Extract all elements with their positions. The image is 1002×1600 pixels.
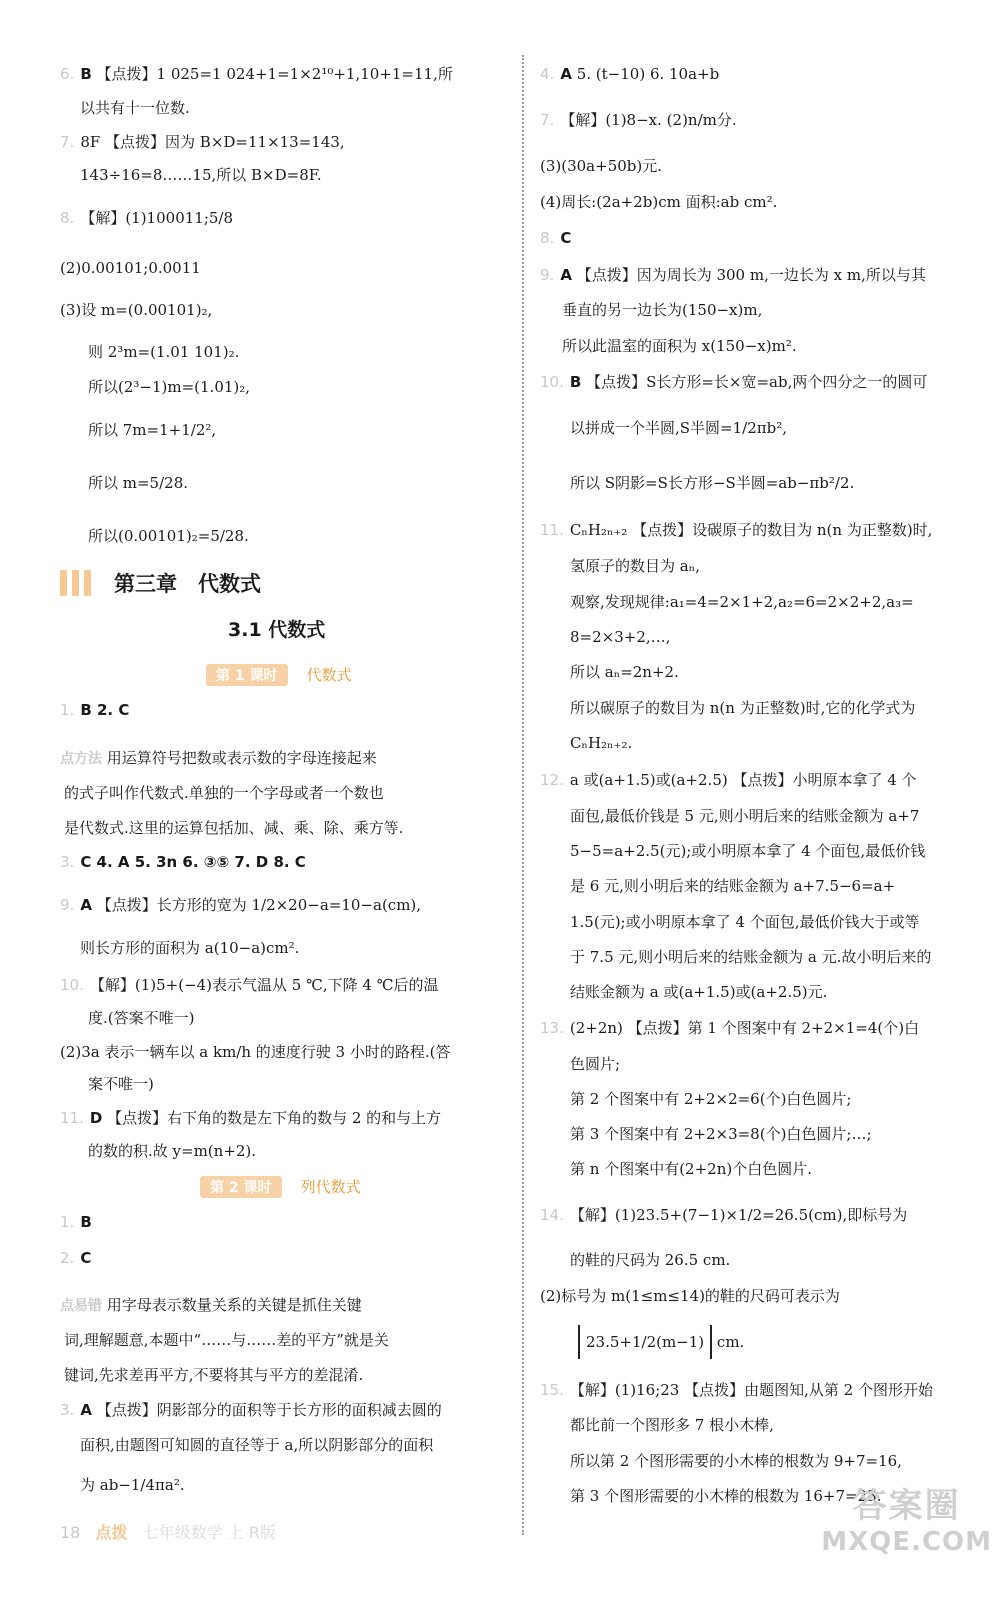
lesson-2-name: 列代数式 — [300, 1178, 361, 1196]
question-number: 6. — [60, 65, 75, 83]
line-text: 则长方形的面积为 a(10−a)cm². — [80, 939, 300, 957]
line-text: (2+2n) 【点拨】第 1 个图案中有 2+2×1=4(个)白 — [569, 1019, 920, 1037]
right-line — [570, 662, 679, 682]
question-number: 7. — [540, 111, 555, 129]
watermark — [821, 1478, 992, 1557]
answer-choice: C — [560, 229, 572, 247]
left-line — [88, 1008, 194, 1028]
bracket-expression-body: 23.5+1/2(m−1) — [578, 1325, 712, 1359]
left-line — [64, 783, 384, 803]
right-line — [540, 192, 777, 212]
right-line — [570, 806, 919, 826]
line-text: CₙH₂ₙ₊₂. — [570, 734, 633, 752]
line-text: 键词,先求差再平方,不要将其与平方的差混淆. — [64, 1366, 364, 1384]
answer-choice: C 4. A 5. 3n 6. ③⑤ 7. D 8. C — [80, 853, 306, 871]
line-text: (2)3a 表示一辆车以 a km/h 的速度行驶 3 小时的路程.(答 — [60, 1043, 451, 1061]
line-text: (2)标号为 m(1≤m≤14)的鞋的尺码可表示为 — [540, 1287, 840, 1305]
right-line — [570, 1415, 774, 1435]
chapter-title: 第三章 代数式 — [114, 572, 261, 596]
line-text: 所以 7m=1+1/2², — [88, 421, 217, 439]
lesson-2-header — [200, 1176, 361, 1198]
right-line — [570, 473, 854, 493]
left-line — [60, 1212, 92, 1232]
left-line — [60, 132, 345, 152]
line-text: 则 2³m=(1.01 101)₂. — [88, 343, 240, 361]
line-text: a 或(a+1.5)或(a+2.5) 【点拨】小明原本拿了 4 个 — [569, 771, 917, 789]
answer-choice: D — [89, 1109, 103, 1127]
right-line — [570, 1451, 902, 1471]
line-text: 所以 m=5/28. — [88, 474, 189, 492]
question-number: 13. — [540, 1019, 564, 1037]
line-text: 第 3 个图案中有 2+2×3=8(个)白色圆片;…; — [570, 1125, 872, 1143]
question-number: 3. — [60, 1401, 75, 1419]
line-text: 所以(2³−1)m=(1.01)₂, — [88, 378, 251, 396]
left-line — [88, 1074, 154, 1094]
tip-label: 点方法 — [60, 751, 102, 767]
section-title: 3.1 代数式 — [228, 619, 326, 641]
line-text: 【点拨】1 025=1 024+1=1×2¹⁰+1,10+1=11,所 — [96, 65, 453, 83]
question-number: 15. — [540, 1381, 564, 1399]
left-line — [88, 526, 249, 546]
column-divider — [522, 55, 524, 1535]
line-text: 是 6 元,则小明后来的结账金额为 a+7.5−6=a+ — [570, 877, 896, 895]
question-number: 4. — [540, 65, 555, 83]
left-line — [60, 895, 421, 915]
line-text: 垂直的另一边长为(150−x)m, — [562, 301, 763, 319]
book-title: 七年级数学 上 R版 — [142, 1523, 276, 1542]
line-text: (3)设 m=(0.00101)₂, — [60, 301, 213, 319]
line-text: 用运算符号把数或表示数的字母连接起来 — [102, 749, 377, 767]
question-number: 14. — [540, 1206, 564, 1224]
line-text: 词,理解题意,本题中“……与……差的平方”就是关 — [64, 1331, 389, 1349]
line-text: 于 7.5 元,则小明后来的结账金额为 a 元.故小明后来的 — [570, 948, 932, 966]
right-line — [540, 64, 719, 84]
line-text: 第 n 个图案中有(2+2n)个白色圆片. — [570, 1160, 812, 1178]
line-text: CₙH₂ₙ₊₂ 【点拨】设碳原子的数目为 n(n 为正整数)时, — [569, 521, 933, 539]
right-line — [562, 336, 797, 356]
line-text: (2)0.00101;0.0011 — [60, 259, 201, 277]
right-line — [570, 1089, 852, 1109]
answer-choice: B — [80, 65, 92, 83]
answer-choice: B — [569, 373, 582, 391]
line-text: 5. (t−10) 6. 10a+b — [576, 65, 720, 83]
left-line — [60, 300, 212, 320]
line-text: 以拼成一个半圆,S半圆=1/2πb², — [570, 419, 787, 437]
left-line — [88, 473, 188, 493]
question-number: 11. — [540, 521, 564, 539]
left-line — [60, 975, 439, 995]
answer-choice: A — [560, 65, 572, 83]
right-line — [570, 912, 919, 932]
right-line — [570, 418, 787, 438]
left-line — [60, 700, 129, 720]
left-line — [80, 938, 299, 958]
line-text: 所以 aₙ=2n+2. — [570, 663, 679, 681]
right-line — [570, 556, 700, 576]
answer-choice: A — [80, 1401, 92, 1419]
left-line — [60, 1042, 450, 1062]
left-line — [80, 1435, 433, 1455]
line-text: 所以此温室的面积为 x(150−x)m². — [562, 337, 797, 355]
question-number: 10. — [60, 976, 84, 994]
line-text: 143÷16=8……15,所以 B×D=8F. — [80, 166, 322, 184]
line-text: 度.(答案不唯一) — [88, 1009, 195, 1027]
question-number: 10. — [540, 373, 564, 391]
left-line — [64, 1365, 363, 1385]
right-line — [540, 265, 926, 285]
line-text: 以共有十一位数. — [80, 99, 190, 117]
left-line — [80, 165, 322, 185]
line-text: 第 3 个图形需要的小木棒的根数为 16+7=23. — [570, 1487, 882, 1505]
right-line — [570, 1124, 872, 1144]
right-line — [540, 156, 662, 176]
answer-choice: C — [80, 1249, 92, 1267]
right-line — [570, 733, 632, 753]
line-text: 所以(0.00101)₂=5/28. — [88, 527, 249, 545]
line-text: 为 ab−1/4πa². — [80, 1476, 185, 1494]
line-text: 所以碳原子的数目为 n(n 为正整数)时,它的化学式为 — [570, 699, 916, 717]
line-text: 【点拨】右下角的数是左下角的数与 2 的和与上方 — [107, 1109, 442, 1127]
bracket-expression-unit: cm. — [712, 1333, 745, 1351]
line-text: 案不唯一) — [88, 1075, 154, 1093]
line-text: 1.5(元);或小明原本拿了 4 个面包,最低价钱大于或等 — [570, 913, 920, 931]
lesson-1-badge: 第 1 课时 — [206, 664, 288, 686]
left-line — [60, 258, 201, 278]
right-line — [570, 1054, 620, 1074]
line-text: 所以 S阴影=S长方形−S半圆=ab−πb²/2. — [570, 474, 855, 492]
page-footer — [60, 1520, 276, 1543]
right-line — [540, 110, 737, 130]
question-number: 1. — [60, 701, 75, 719]
line-text: 观察,发现规律:a₁=4=2×1+2,a₂=6=2×2+2,a₃= — [570, 593, 914, 611]
left-line — [88, 342, 239, 362]
question-number: 11. — [60, 1109, 84, 1127]
line-text: 【解】(1)5+(−4)表示气温从 5 ℃,下降 4 ℃后的温 — [89, 976, 439, 994]
right-line — [540, 1205, 907, 1225]
right-line — [540, 1018, 919, 1038]
left-line — [88, 377, 250, 397]
bracket-expression — [578, 1325, 744, 1359]
chapter-marker-icon — [60, 570, 96, 596]
answer-choice: B 2. C — [80, 701, 130, 719]
right-line — [540, 372, 927, 392]
line-text: 所以第 2 个图形需要的小木棒的根数为 9+7=16, — [570, 1452, 902, 1470]
right-line — [540, 520, 932, 540]
line-text: 都比前一个图形多 7 根小木棒, — [570, 1416, 774, 1434]
line-text: 【点拨】因为周长为 300 m,一边长为 x m,所以与其 — [576, 266, 926, 284]
line-text: 面包,最低价钱是 5 元,则小明后来的结账金额为 a+7 — [570, 807, 920, 825]
right-line — [540, 770, 917, 790]
right-line — [570, 947, 931, 967]
left-line — [60, 1108, 441, 1128]
question-number: 9. — [540, 266, 555, 284]
question-number: 3. — [60, 853, 75, 871]
left-line — [60, 64, 453, 84]
right-line — [570, 1250, 730, 1270]
line-text: 色圆片; — [570, 1055, 621, 1073]
left-line — [64, 1330, 389, 1350]
right-line — [570, 698, 915, 718]
left-line — [60, 1248, 91, 1268]
right-line — [540, 1286, 840, 1306]
left-line — [88, 420, 216, 440]
right-line — [570, 627, 670, 647]
line-text: 5−5=a+2.5(元);或小明原本拿了 4 个面包,最低价钱 — [570, 842, 926, 860]
line-text: 8=2×3+2,…, — [570, 628, 671, 646]
line-text: 氢原子的数目为 aₙ, — [570, 557, 700, 575]
right-line — [570, 876, 895, 896]
right-line — [570, 982, 827, 1002]
line-text: (4)周长:(2a+2b)cm 面积:ab cm². — [540, 193, 778, 211]
left-line — [60, 1295, 362, 1316]
right-line — [570, 1159, 812, 1179]
left-line — [60, 748, 377, 769]
lesson-1-name: 代数式 — [306, 666, 352, 684]
line-text: 【点拨】长方形的宽为 1/2×20−a=10−a(cm), — [96, 896, 422, 914]
right-line — [570, 592, 914, 612]
lesson-2-badge: 第 2 课时 — [200, 1176, 282, 1198]
line-text: 【点拨】阴影部分的面积等于长方形的面积减去圆的 — [96, 1401, 442, 1419]
watermark-line2: MXQE.COM — [821, 1527, 992, 1557]
brand-logo: 点拨 — [95, 1523, 128, 1542]
line-text: 结账金额为 a 或(a+1.5)或(a+2.5)元. — [570, 983, 828, 1001]
page-number: 18 — [60, 1523, 81, 1542]
question-number: 12. — [540, 771, 564, 789]
left-line — [80, 1475, 185, 1495]
question-number: 7. — [60, 133, 75, 151]
watermark-line1: 答案圈 — [852, 1486, 961, 1526]
right-line — [540, 228, 571, 248]
line-text: 的鞋的尺码为 26.5 cm. — [570, 1251, 731, 1269]
line-text: 【解】(1)23.5+(7−1)×1/2=26.5(cm),即标号为 — [569, 1206, 908, 1224]
answer-choice: B — [80, 1213, 92, 1231]
question-number: 2. — [60, 1249, 75, 1267]
line-text: 是代数式.这里的运算包括加、减、乘、除、乘方等. — [64, 819, 404, 837]
line-text: 的式子叫作代数式.单独的一个字母或者一个数也 — [64, 784, 384, 802]
line-text: 【点拨】S长方形=长×宽=ab,两个四分之一的圆可 — [586, 373, 928, 391]
line-text: 【解】(1)8−x. (2)n/m分. — [560, 111, 737, 129]
line-text: 【解】(1)16;23 【点拨】由题图知,从第 2 个图形开始 — [569, 1381, 933, 1399]
right-line — [540, 1380, 933, 1400]
left-line — [64, 818, 404, 838]
line-text: 用字母表示数量关系的关键是抓住关键 — [102, 1296, 362, 1314]
line-text: 第 2 个图案中有 2+2×2=6(个)白色圆片; — [570, 1090, 852, 1108]
question-number: 1. — [60, 1213, 75, 1231]
answer-choice: A — [80, 896, 92, 914]
line-text: 8F 【点拨】因为 B×D=11×13=143, — [80, 133, 345, 151]
line-text: 的数的积.故 y=m(n+2). — [88, 1142, 257, 1160]
right-line — [562, 300, 762, 320]
left-line — [80, 98, 190, 118]
line-text: 面积,由题图可知圆的直径等于 a,所以阴影部分的面积 — [80, 1436, 434, 1454]
left-line — [88, 1141, 256, 1161]
question-number: 8. — [540, 229, 555, 247]
right-line — [570, 841, 925, 861]
line-text: (3)(30a+50b)元. — [540, 157, 663, 175]
answer-choice: A — [560, 266, 572, 284]
question-number: 8. — [60, 209, 75, 227]
left-line — [60, 208, 233, 228]
left-line — [60, 1400, 442, 1420]
lesson-1-header — [206, 664, 352, 686]
left-line — [60, 852, 306, 872]
tip-label: 点易错 — [60, 1298, 102, 1314]
question-number: 9. — [60, 896, 75, 914]
line-text: 【解】(1)100011;5/8 — [80, 209, 234, 227]
